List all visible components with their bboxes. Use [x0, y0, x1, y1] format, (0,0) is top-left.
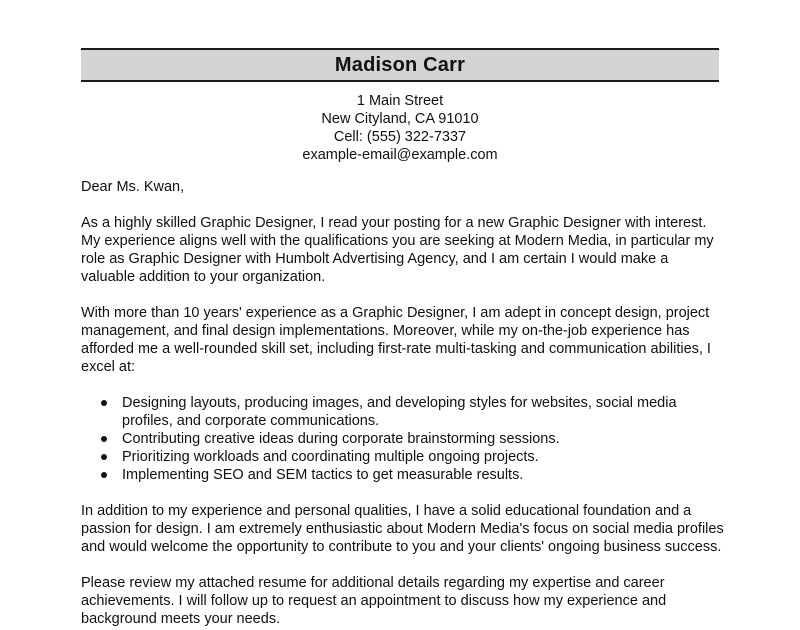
bullet-icon — [101, 454, 107, 460]
name-banner — [81, 48, 719, 82]
list-item-text: Designing layouts, producing images, and developing styles for websites, social media profiles, and corporate communications. — [122, 395, 677, 429]
bullet-icon — [101, 436, 107, 442]
list-item — [81, 466, 726, 484]
list-item-text: Contributing creative ideas during corporate brainstorming sessions. — [122, 431, 560, 447]
letter-body — [81, 178, 726, 630]
list-item-text: Implementing SEO and SEM tactics to get measurable results. — [122, 467, 524, 483]
list-item — [81, 394, 726, 430]
street-address: 1 Main Street — [356, 93, 444, 109]
contact-block — [81, 92, 719, 164]
paragraph-experience: With more than 10 years' experience as a Graphic Designer, I am adept in concept design, project management, and final design implementations. Moreover, while my on-the-job experience has afforded me a well-rounded skill set, including first-rate multi-tasking and communication abilities, I excel at: — [81, 305, 711, 375]
applicant-name: Madison Carr — [334, 53, 466, 76]
paragraph-education: In addition to my experience and personal qualities, I have a solid educational foundation and a passion for design. I am extremely enthusiastic about Modern Media's focus on social media profiles and would welcome the opportunity to contribute to you and your clients' ongoing business success. — [81, 503, 724, 555]
bullet-icon — [101, 472, 107, 478]
list-item — [81, 430, 726, 448]
bullet-icon — [101, 400, 107, 406]
cell-phone: Cell: (555) 322-7337 — [333, 129, 467, 145]
paragraph-intro: As a highly skilled Graphic Designer, I read your posting for a new Graphic Designer with interest. My experience aligns well with the qualifications you are seeking at Modern Media, in particular my role as Graphic Designer with Humbolt Advertising Agency, and I am certain I would make a valuable addition to your organization. — [81, 215, 714, 285]
skills-list — [81, 394, 726, 484]
list-item-text: Prioritizing workloads and coordinating multiple ongoing projects. — [122, 449, 539, 465]
email-address: example-email@example.com — [302, 147, 498, 163]
salutation: Dear Ms. Kwan, — [81, 179, 185, 195]
paragraph-closing: Please review my attached resume for additional details regarding my expertise and career achievements. I will follow up to request an appointment to discuss how my experience and background meets your needs. — [81, 575, 667, 627]
list-item — [81, 448, 726, 466]
city-state-zip: New Cityland, CA 91010 — [321, 111, 479, 127]
